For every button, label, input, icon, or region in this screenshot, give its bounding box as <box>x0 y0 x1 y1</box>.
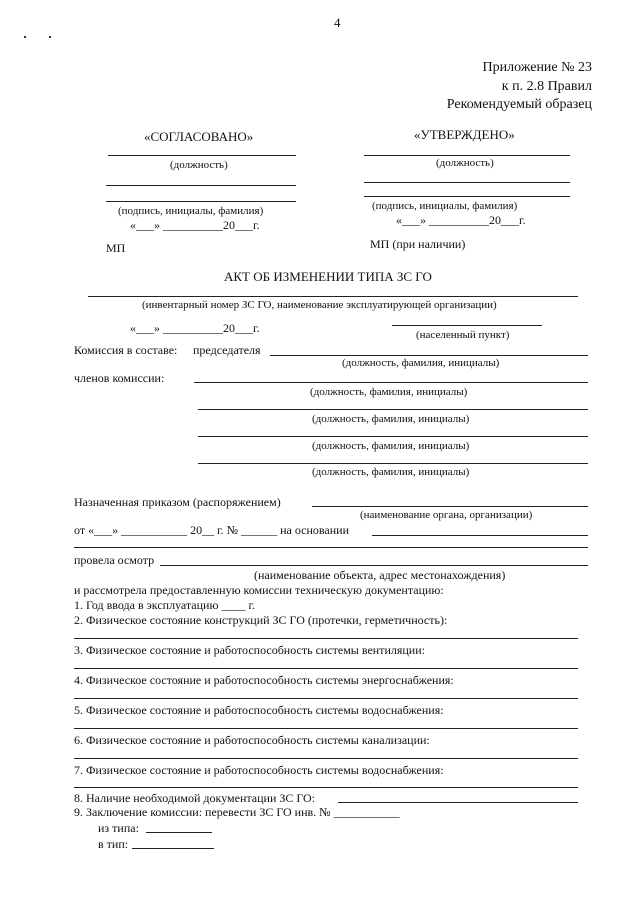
agreed-title: «СОГЛАСОВАНО» <box>144 129 254 144</box>
approved-date: «___» __________20___г. <box>396 213 526 227</box>
item-7: 7. Физическое состояние и работоспособность системы водоснабжения: <box>74 763 444 777</box>
scan-dot <box>49 36 51 38</box>
agreed-signature-caption: (подпись, инициалы, фамилия) <box>118 205 264 217</box>
appointed-label: Назначенная приказом (распоряжением) <box>74 495 281 509</box>
object-caption: (наименование объекта, адрес местонахождения) <box>254 568 506 582</box>
locality-caption: (населенный пункт) <box>416 329 510 341</box>
item-7-line <box>74 787 578 788</box>
basis-line-2 <box>74 547 588 548</box>
member-line-2 <box>198 409 588 410</box>
item-3: 3. Физическое состояние и работоспособность системы вентиляции: <box>74 643 425 657</box>
approved-title: «УТВЕРЖДЕНО» <box>414 127 515 142</box>
act-title: АКТ ОБ ИЗМЕНЕНИИ ТИПА ЗС ГО <box>224 269 432 284</box>
approved-signature-line <box>364 196 570 197</box>
sample-label: Рекомендуемый образец <box>446 97 592 112</box>
item-6-line <box>74 758 578 759</box>
chairman-label: председателя <box>193 343 261 357</box>
item-5: 5. Физическое состояние и работоспособность системы водоснабжения: <box>74 703 444 717</box>
basis-line <box>372 535 588 536</box>
item-2-line <box>74 638 578 639</box>
organization-caption: (наименование органа, организации) <box>360 509 533 521</box>
rule-reference: к п. 2.8 Правил <box>501 79 592 94</box>
inventory-line <box>88 296 578 297</box>
approved-position-caption: (должность) <box>436 157 494 169</box>
item-4: 4. Физическое состояние и работоспособность системы энергоснабжения: <box>74 673 454 687</box>
member-line-1 <box>194 382 588 383</box>
agreed-name-line <box>106 185 296 186</box>
scan-dot <box>24 36 26 38</box>
member-caption-2: (должность, фамилия, инициалы) <box>312 413 470 425</box>
member-line-3 <box>198 436 588 437</box>
from-type-line <box>146 832 212 833</box>
appendix-number: Приложение № 23 <box>482 60 592 75</box>
agreed-position-caption: (должность) <box>170 159 228 171</box>
member-caption-1: (должность, фамилия, инициалы) <box>310 386 468 398</box>
agreed-position-line <box>108 155 296 156</box>
from-type-label: из типа: <box>98 821 139 835</box>
member-caption-4: (должность, фамилия, инициалы) <box>312 466 470 478</box>
order-date: от «___» ___________ 20__ г. № ______ на основании <box>74 523 349 537</box>
item-9: 9. Заключение комиссии: перевести ЗС ГО инв. № ___________ <box>74 805 400 819</box>
chairman-caption: (должность, фамилия, инициалы) <box>342 357 500 369</box>
inventory-caption: (инвентарный номер ЗС ГО, наименование эксплуатирующей организации) <box>142 299 497 311</box>
member-caption-3: (должность, фамилия, инициалы) <box>312 440 470 452</box>
item-3-line <box>74 668 578 669</box>
item-8: 8. Наличие необходимой документации ЗС ГО: <box>74 791 316 805</box>
locality-line <box>392 325 542 326</box>
stamp-left: МП <box>106 241 126 255</box>
commission-label: Комиссия в составе: <box>74 343 178 357</box>
agreed-signature-line <box>106 201 296 202</box>
appointed-line <box>312 506 588 507</box>
item-8-line <box>338 802 578 803</box>
item-5-line <box>74 728 578 729</box>
item-1: 1. Год ввода в эксплуатацию ____ г. <box>74 598 256 612</box>
approved-signature-caption: (подпись, инициалы, фамилия) <box>372 200 518 212</box>
agreed-date: «___» __________20___г. <box>130 218 260 232</box>
inspection-label: провела осмотр <box>74 553 155 567</box>
act-date: «___» __________20___г. <box>130 321 260 335</box>
review-line: и рассмотрела предоставленную комиссии техническую документацию: <box>74 583 444 597</box>
item-6: 6. Физическое состояние и работоспособность системы канализации: <box>74 733 430 747</box>
inspection-line <box>160 565 588 566</box>
page-number: 4 <box>334 15 341 30</box>
approved-name-line <box>364 182 570 183</box>
to-type-label: в тип: <box>98 837 129 851</box>
chairman-line <box>270 355 588 356</box>
item-2: 2. Физическое состояние конструкций ЗС ГО (протечки, герметичность): <box>74 613 448 627</box>
approved-position-line <box>364 155 570 156</box>
item-4-line <box>74 698 578 699</box>
stamp-right: МП (при наличии) <box>370 237 466 251</box>
members-label: членов комиссии: <box>74 371 165 385</box>
to-type-line <box>132 848 214 849</box>
member-line-4 <box>198 463 588 464</box>
